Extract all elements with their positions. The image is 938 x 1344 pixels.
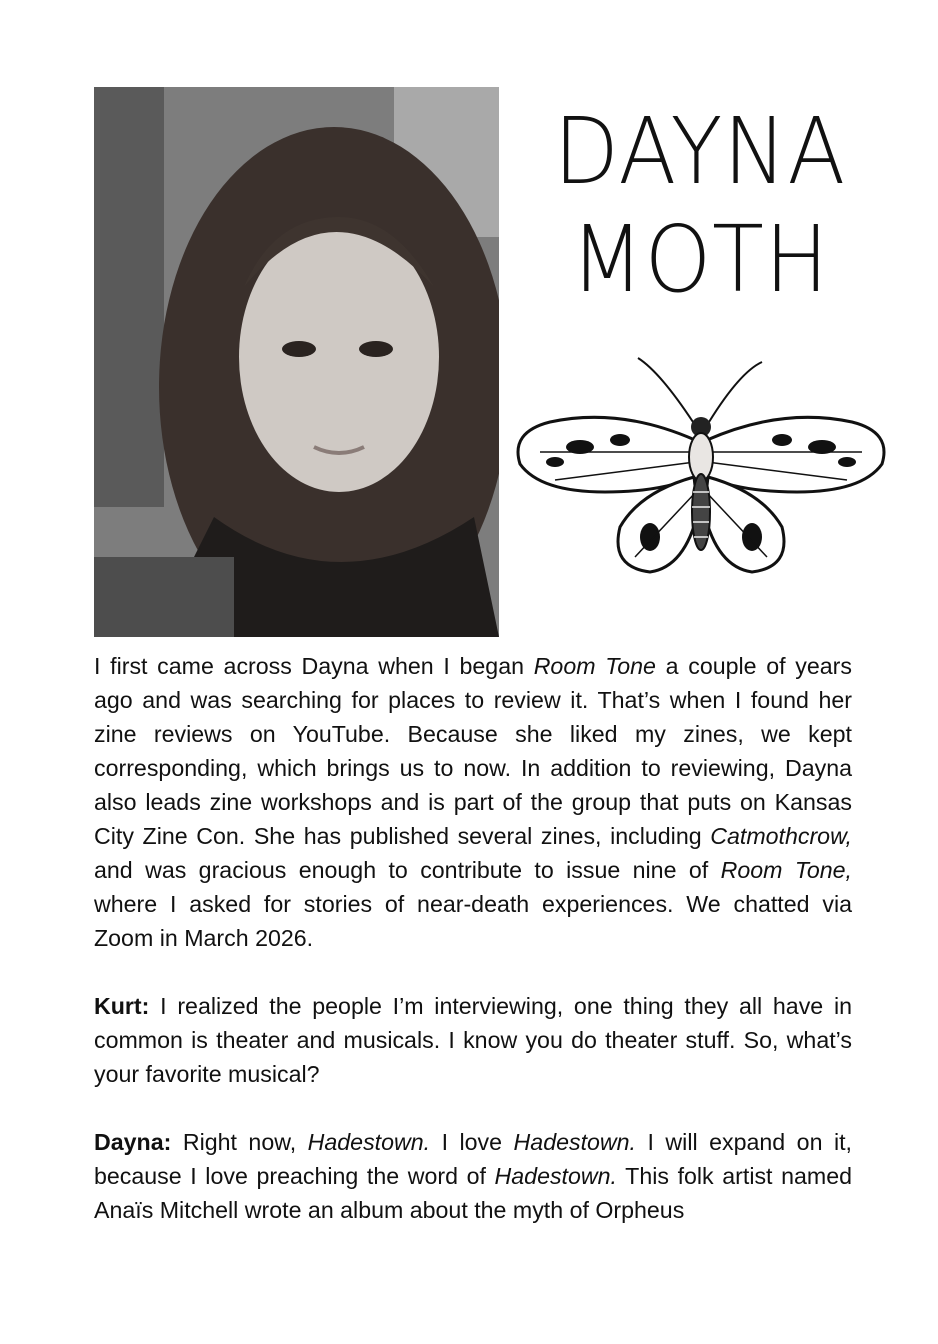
- text-run: I first came across Dayna when I began: [94, 653, 534, 679]
- interview-question: [94, 989, 852, 1091]
- text-run: and was gracious enough to contribute to issue nine of: [94, 857, 721, 883]
- zine-title: Catmothcrow,: [710, 823, 852, 849]
- intro-paragraph: [94, 649, 852, 955]
- zine-title: Room Tone: [533, 653, 656, 679]
- text-run: I love: [430, 1129, 514, 1155]
- zine-title: Room Tone,: [720, 857, 852, 883]
- page-title: [520, 98, 880, 314]
- text-run: Right now,: [171, 1129, 308, 1155]
- title-first-name: DAYNA: [553, 98, 847, 205]
- speaker-dayna: Dayna:: [94, 1129, 172, 1155]
- text-run: I will expand on it, because I love preaching the word of: [94, 1129, 852, 1189]
- text-run: where I asked for stories of near-death experiences. We chatted via Zoom in March 2026.: [94, 891, 852, 951]
- article-body: [94, 649, 852, 1261]
- interview-answer: [94, 1125, 852, 1227]
- moth-illustration-icon: [510, 352, 892, 582]
- portrait-photo: [94, 87, 499, 637]
- speaker-kurt: Kurt:: [94, 993, 150, 1019]
- question-text: I realized the people I’m interviewing, one thing they all have in common is theater and musicals. I know you do theater stuff. So, what’s your favorite musical?: [94, 993, 852, 1087]
- text-run: a couple of years ago and was searching for places to review it. That’s when I found her zine reviews on YouTube. Because she liked my zines, we kept corresponding, which brings us to now. In addition to reviewing, Dayna also leads zine workshops and is part of the group that puts on Kansas City Zine Con. She has published several zines, including: [94, 653, 852, 849]
- musical-title: Hadestown.: [494, 1163, 617, 1189]
- musical-title: Hadestown.: [513, 1129, 636, 1155]
- text-run: This folk artist named Anaïs Mitchell wrote an album about the myth of Orpheus: [94, 1163, 852, 1223]
- title-last-name: MOTH: [570, 206, 830, 313]
- musical-title: Hadestown.: [307, 1129, 431, 1155]
